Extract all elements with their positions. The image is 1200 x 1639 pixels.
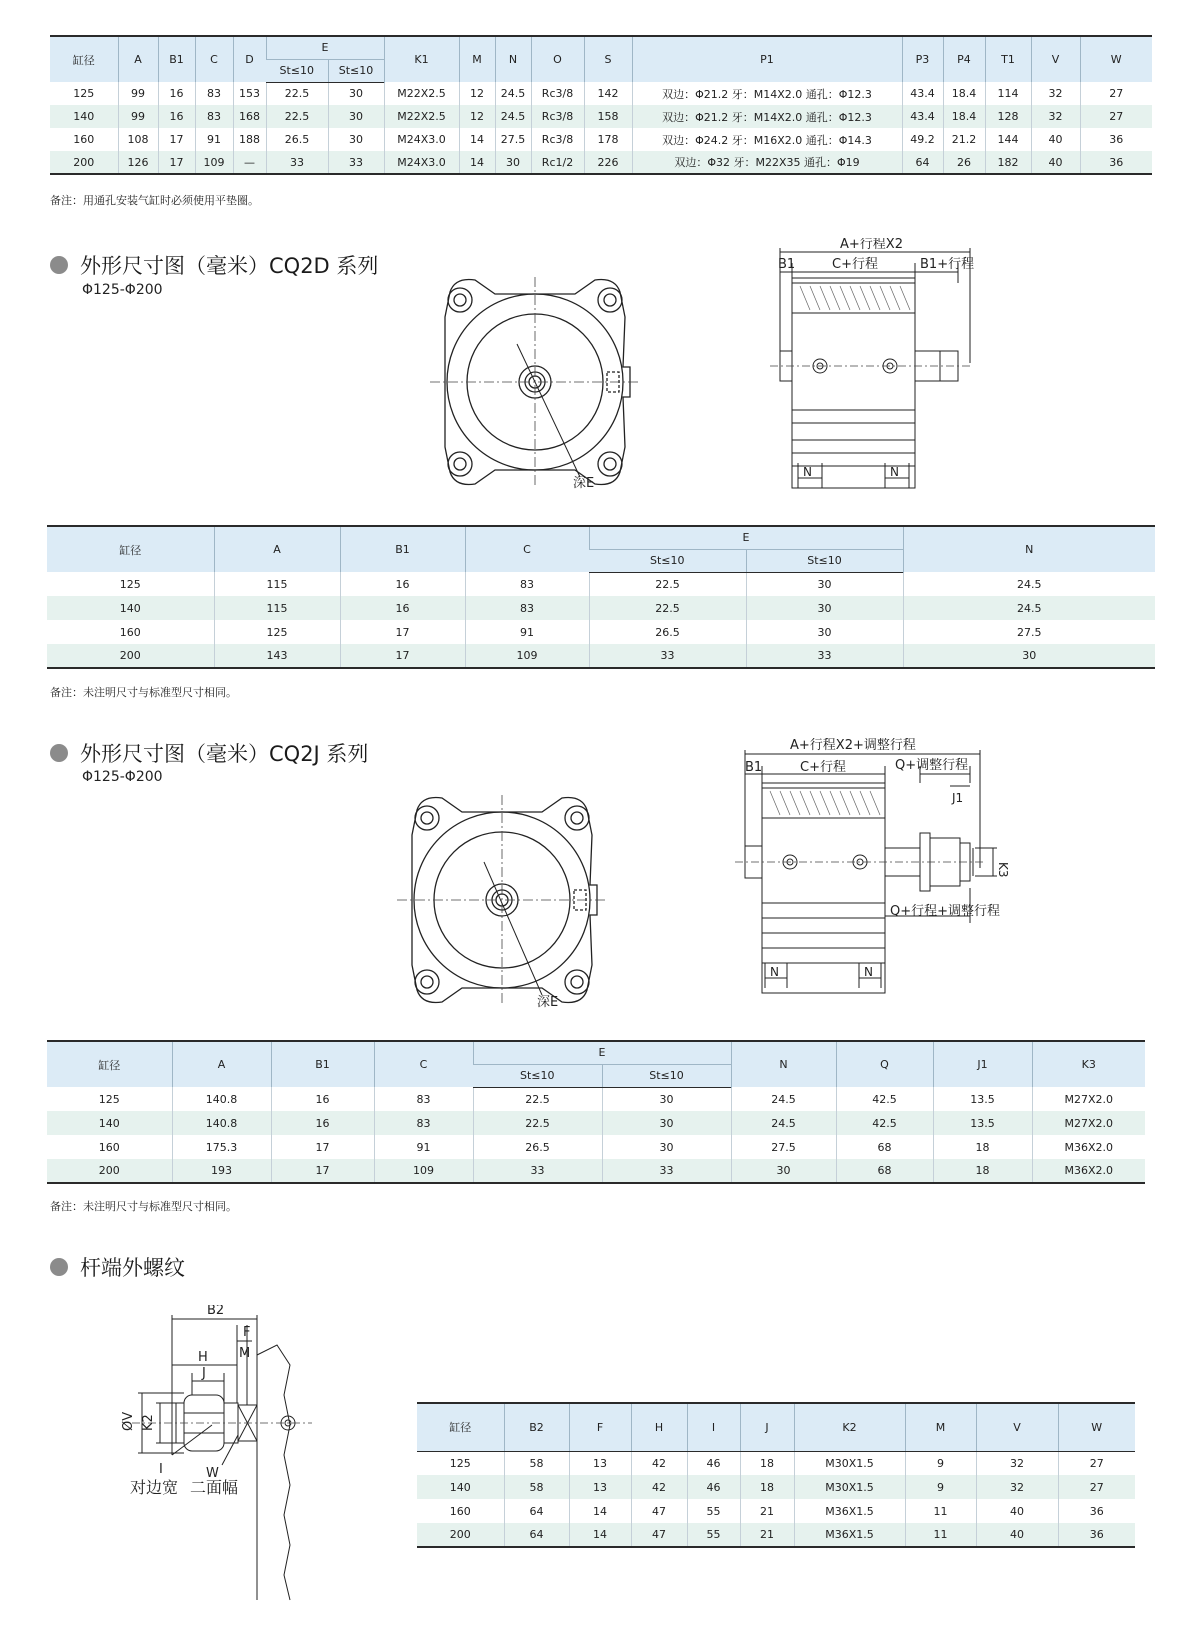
table-cell: 42: [631, 1451, 687, 1475]
table-cell: 128: [985, 105, 1031, 128]
table-cell: 24.5: [731, 1111, 836, 1135]
table-cell: 17: [271, 1135, 374, 1159]
table-row: [417, 1523, 1135, 1547]
col-header: M: [905, 1403, 976, 1451]
q-stroke-adjust-label: Q+行程+调整行程: [890, 904, 1001, 919]
b2-label: B2: [207, 1305, 225, 1318]
col-header: P4: [943, 36, 985, 82]
table-cell: M30X1.5: [794, 1475, 905, 1499]
table-cell: M36X2.0: [1032, 1135, 1145, 1159]
col-header: E: [266, 36, 384, 59]
table-cell: 64: [504, 1499, 569, 1523]
c-stroke-label: C+行程: [832, 257, 878, 272]
col-header: N: [903, 526, 1155, 572]
depth-label: 深E: [537, 995, 559, 1010]
table-cell: 160: [449, 1504, 471, 1518]
table-cell: 83: [374, 1087, 473, 1111]
table-cell: 17: [158, 151, 195, 174]
w-label: W: [206, 1466, 219, 1481]
n-label: N: [803, 465, 812, 479]
table-cell: 200: [47, 1159, 172, 1183]
table-cell: 182: [985, 151, 1031, 174]
table-cell: 58: [504, 1451, 569, 1475]
col-header: B2: [504, 1403, 569, 1451]
table-row: [47, 1111, 1145, 1135]
col-header: 缸径: [47, 526, 214, 572]
table-cell: 12: [459, 82, 495, 105]
table-cell: 140: [50, 105, 118, 128]
table-cell: 160: [119, 625, 141, 639]
col-header: I: [687, 1403, 740, 1451]
n-label: N: [770, 965, 779, 979]
table-cell: Rc1/2: [531, 151, 584, 174]
table-cell: 200: [417, 1523, 504, 1547]
table-cell: 16: [340, 572, 465, 596]
section-title: 外形尺寸图（毫米）CQ2J 系列: [80, 742, 369, 766]
table-cell: 140: [47, 596, 214, 620]
table-cell: 26: [943, 151, 985, 174]
col-header: P3: [902, 36, 943, 82]
col-subheader: St≤10: [473, 1064, 602, 1087]
col-header: C: [374, 1041, 473, 1087]
col-header: N: [495, 36, 531, 82]
table-cell: 200: [50, 151, 118, 174]
rod-end-drawing: [112, 1305, 332, 1605]
table-cell: 109: [195, 151, 233, 174]
table-cell: 140: [47, 1111, 172, 1135]
table-cell: 13.5: [933, 1087, 1032, 1111]
table-cell: 22.5: [473, 1087, 602, 1111]
table-cell: 36: [1058, 1523, 1135, 1547]
table-cell: 109: [465, 644, 589, 668]
table-cell: 32: [976, 1451, 1058, 1475]
table-row: [47, 1135, 1145, 1159]
depth-label: 深E: [573, 476, 595, 491]
section-heading: [50, 1252, 185, 1282]
table-cell: 18.4: [943, 105, 985, 128]
table-cell: 12: [459, 105, 495, 128]
col-header: 缸径: [417, 1403, 504, 1451]
table-cell: 30: [328, 105, 384, 128]
col-header: C: [195, 36, 233, 82]
table-cell: 83: [465, 572, 589, 596]
table-cell: 18: [740, 1475, 794, 1499]
col-header: A: [214, 526, 340, 572]
table-cell: 26.5: [473, 1135, 602, 1159]
table-cell: 30: [746, 596, 903, 620]
table-cell: 24.5: [903, 572, 1155, 596]
col-header: W: [1080, 36, 1152, 82]
col-header: W: [1058, 1403, 1135, 1451]
col-header: M: [459, 36, 495, 82]
table-cell: 49.2: [902, 128, 943, 151]
table-row: [47, 1159, 1145, 1183]
table-row: [50, 151, 1152, 174]
table-cell: 17: [340, 644, 465, 668]
table-cell: 双边：Φ32 牙：M22X35 通孔：Φ19: [632, 151, 902, 174]
table-cell: 125: [73, 87, 95, 100]
col-header: A: [118, 36, 158, 82]
table-cell: 9: [905, 1475, 976, 1499]
section-heading: [50, 250, 378, 280]
table-cell: 33: [473, 1159, 602, 1183]
k3-label: K3: [996, 862, 1010, 878]
table-cell: 47: [631, 1523, 687, 1547]
table-cell: 14: [459, 128, 495, 151]
side-view-drawing: [735, 738, 1055, 1028]
col-header: Q: [836, 1041, 933, 1087]
table-cell: 17: [158, 128, 195, 151]
table-cell: 160: [98, 1140, 120, 1154]
table-cell: 125: [449, 1456, 471, 1470]
col-header: K2: [794, 1403, 905, 1451]
table-cell: 27: [1058, 1475, 1135, 1499]
col-header: J: [740, 1403, 794, 1451]
front-view-drawing: [425, 272, 665, 512]
bullet-icon: [50, 1258, 68, 1276]
table-cell: 9: [905, 1451, 976, 1475]
table-row: [47, 620, 1155, 644]
table-cell: 143: [214, 644, 340, 668]
table-cell: 16: [271, 1087, 374, 1111]
col-header: V: [1031, 36, 1080, 82]
table-row: [417, 1475, 1135, 1499]
col-header: A: [172, 1041, 271, 1087]
j1-label: J1: [952, 791, 964, 805]
table-cell: 30: [495, 151, 531, 174]
col-header: C: [465, 526, 589, 572]
n-label: N: [864, 965, 873, 979]
col-header: B1: [340, 526, 465, 572]
table-note: 备注：用通孔安装气缸时必须使用平垫圈。: [50, 194, 259, 207]
spec-table-standard: [50, 35, 1152, 175]
table-cell: 140.8: [172, 1087, 271, 1111]
table-cell: 13: [569, 1475, 631, 1499]
col-header: N: [731, 1041, 836, 1087]
table-cell: 91: [465, 620, 589, 644]
table-cell: 18.4: [943, 82, 985, 105]
table-cell: 22.5: [266, 82, 328, 105]
table-cell: 32: [976, 1475, 1058, 1499]
k2-label: K2: [141, 1414, 156, 1431]
table-cell: M24X3.0: [384, 151, 459, 174]
section-heading: [50, 738, 368, 768]
table-cell: 64: [902, 151, 943, 174]
table-cell: M22X2.5: [384, 105, 459, 128]
table-cell: M36X2.0: [1032, 1159, 1145, 1183]
table-cell: 178: [584, 128, 632, 151]
table-row: [47, 596, 1155, 620]
col-header: P1: [632, 36, 902, 82]
table-cell: 108: [118, 128, 158, 151]
table-cell: 83: [195, 82, 233, 105]
table-cell: 双边：Φ21.2 牙：M14X2.0 通孔：Φ12.3: [632, 105, 902, 128]
n-label: N: [890, 465, 899, 479]
col-header: 缸径: [50, 36, 118, 82]
table-cell: 24.5: [731, 1087, 836, 1111]
table-cell: 114: [985, 82, 1031, 105]
table-cell: 32: [1031, 82, 1080, 105]
bore-range: Φ125-Φ200: [82, 769, 163, 785]
table-cell: 22.5: [589, 596, 746, 620]
table-cell: 125: [214, 620, 340, 644]
table-cell: 13: [569, 1451, 631, 1475]
table-cell: 115: [214, 596, 340, 620]
table-cell: 125: [119, 577, 141, 591]
table-cell: 27.5: [731, 1135, 836, 1159]
b1-stroke-label: B1+行程: [920, 257, 975, 272]
table-cell: Rc3/8: [531, 82, 584, 105]
table-cell: 24.5: [903, 596, 1155, 620]
table-cell: 30: [746, 572, 903, 596]
table-cell: 33: [589, 644, 746, 668]
table-cell: 16: [158, 105, 195, 128]
across-flats-label: 对边宽: [130, 1478, 179, 1497]
table-cell: 27.5: [495, 128, 531, 151]
table-cell: 36: [1080, 128, 1152, 151]
table-cell: 32: [1031, 105, 1080, 128]
j-label: J: [202, 1366, 206, 1381]
side-view-drawing: [770, 238, 1030, 508]
table-cell: 42.5: [836, 1087, 933, 1111]
table-cell: 55: [687, 1523, 740, 1547]
m-label: M: [239, 1346, 251, 1361]
table-row: [417, 1499, 1135, 1523]
table-cell: —: [233, 151, 266, 174]
table-cell: 22.5: [266, 105, 328, 128]
table-cell: 18: [933, 1159, 1032, 1183]
table-cell: 11: [905, 1499, 976, 1523]
col-header: 缸径: [47, 1041, 172, 1087]
table-cell: 40: [1031, 151, 1080, 174]
col-header: E: [589, 526, 903, 549]
overall-length-label: A+行程X2+调整行程: [790, 738, 916, 753]
col-header: O: [531, 36, 584, 82]
table-cell: 47: [631, 1499, 687, 1523]
table-cell: 42: [631, 1475, 687, 1499]
table-cell: 158: [584, 105, 632, 128]
table-cell: 14: [569, 1523, 631, 1547]
col-header: K1: [384, 36, 459, 82]
i-label: I: [159, 1462, 163, 1477]
table-cell: 33: [328, 151, 384, 174]
table-cell: 68: [836, 1135, 933, 1159]
table-cell: 30: [903, 644, 1155, 668]
table-cell: 91: [374, 1135, 473, 1159]
table-cell: 126: [118, 151, 158, 174]
table-cell: 193: [172, 1159, 271, 1183]
table-cell: 双边：Φ21.2 牙：M14X2.0 通孔：Φ12.3: [632, 82, 902, 105]
table-cell: 55: [687, 1499, 740, 1523]
table-cell: M27X2.0: [1032, 1111, 1145, 1135]
table-cell: 140: [417, 1475, 504, 1499]
table-cell: 109: [374, 1159, 473, 1183]
table-cell: 40: [976, 1499, 1058, 1523]
table-cell: 46: [687, 1451, 740, 1475]
table-cell: 160: [73, 133, 95, 146]
table-cell: 64: [504, 1523, 569, 1547]
q-adjust-label: Q+调整行程: [895, 758, 969, 773]
table-cell: 22.5: [589, 572, 746, 596]
table-cell: 26.5: [589, 620, 746, 644]
table-row: [50, 128, 1152, 151]
section-title: 外形尺寸图（毫米）CQ2D 系列: [80, 254, 379, 278]
h-label: H: [198, 1350, 208, 1365]
table-cell: M36X1.5: [794, 1523, 905, 1547]
table-cell: 27: [1080, 105, 1152, 128]
col-subheader: St≤10: [602, 1064, 731, 1087]
spec-table-cq2j: [47, 1040, 1145, 1184]
table-cell: M30X1.5: [794, 1451, 905, 1475]
table-cell: Rc3/8: [531, 105, 584, 128]
table-cell: 30: [602, 1135, 731, 1159]
spec-table-rod-end: [417, 1402, 1135, 1548]
table-cell: 140.8: [172, 1111, 271, 1135]
table-cell: 115: [214, 572, 340, 596]
table-cell: M22X2.5: [384, 82, 459, 105]
bore-range: Φ125-Φ200: [82, 282, 163, 298]
table-cell: 168: [233, 105, 266, 128]
table-cell: 36: [1058, 1499, 1135, 1523]
b1-label: B1: [778, 257, 796, 272]
table-cell: 18: [740, 1451, 794, 1475]
table-cell: 43.4: [902, 82, 943, 105]
table-cell: 11: [905, 1523, 976, 1547]
table-cell: 153: [233, 82, 266, 105]
col-header: D: [233, 36, 266, 82]
col-header: H: [631, 1403, 687, 1451]
table-cell: 99: [118, 82, 158, 105]
col-header: V: [976, 1403, 1058, 1451]
table-cell: 68: [836, 1159, 933, 1183]
table-cell: 24.5: [495, 82, 531, 105]
table-cell: 16: [271, 1111, 374, 1135]
table-cell: 33: [266, 151, 328, 174]
table-cell: 30: [328, 128, 384, 151]
table-cell: 27.5: [903, 620, 1155, 644]
table-cell: 17: [340, 620, 465, 644]
table-cell: 83: [195, 105, 233, 128]
table-cell: 33: [602, 1159, 731, 1183]
table-cell: 16: [158, 82, 195, 105]
table-cell: 91: [195, 128, 233, 151]
table-cell: 83: [374, 1111, 473, 1135]
table-row: [47, 572, 1155, 596]
bullet-icon: [50, 256, 68, 274]
table-cell: 33: [746, 644, 903, 668]
table-cell: 188: [233, 128, 266, 151]
table-cell: 30: [731, 1159, 836, 1183]
table-body: [50, 82, 1152, 174]
col-header: S: [584, 36, 632, 82]
table-row: [50, 82, 1152, 105]
table-row: [47, 644, 1155, 668]
table-cell: 30: [602, 1087, 731, 1111]
table-cell: 58: [504, 1475, 569, 1499]
table-cell: 200: [47, 644, 214, 668]
table-row: [50, 105, 1152, 128]
table-cell: 83: [465, 596, 589, 620]
col-header: K3: [1032, 1041, 1145, 1087]
two-faces-label: 二面幅: [190, 1478, 239, 1497]
table-cell: 43.4: [902, 105, 943, 128]
col-header: J1: [933, 1041, 1032, 1087]
table-cell: M27X2.0: [1032, 1087, 1145, 1111]
table-note: 备注：未注明尺寸与标准型尺寸相同。: [50, 686, 237, 699]
col-header: E: [473, 1041, 731, 1064]
table-cell: 13.5: [933, 1111, 1032, 1135]
table-cell: 22.5: [473, 1111, 602, 1135]
overall-length-label: A+行程X2: [840, 238, 903, 252]
table-cell: 18: [933, 1135, 1032, 1159]
table-cell: 36: [1080, 151, 1152, 174]
bullet-icon: [50, 744, 68, 762]
table-cell: 21: [740, 1499, 794, 1523]
table-cell: 14: [459, 151, 495, 174]
table-cell: 14: [569, 1499, 631, 1523]
table-row: [417, 1451, 1135, 1475]
table-cell: 175.3: [172, 1135, 271, 1159]
table-cell: 40: [1031, 128, 1080, 151]
section-title: 杆端外螺纹: [80, 1256, 185, 1280]
table-cell: 16: [340, 596, 465, 620]
table-cell: 142: [584, 82, 632, 105]
table-cell: 26.5: [266, 128, 328, 151]
col-header: B1: [271, 1041, 374, 1087]
table-cell: 21: [740, 1523, 794, 1547]
col-header: F: [569, 1403, 631, 1451]
table-cell: 99: [118, 105, 158, 128]
table-cell: 30: [602, 1111, 731, 1135]
table-cell: 46: [687, 1475, 740, 1499]
f-label: F: [243, 1325, 251, 1340]
table-cell: 17: [271, 1159, 374, 1183]
spec-table-cq2d: [47, 525, 1155, 669]
col-subheader: St≤10: [746, 549, 903, 572]
front-view-drawing: [392, 790, 632, 1030]
col-subheader: St≤10: [589, 549, 746, 572]
table-cell: M36X1.5: [794, 1499, 905, 1523]
table-cell: 21.2: [943, 128, 985, 151]
table-cell: M24X3.0: [384, 128, 459, 151]
table-cell: 27: [1058, 1451, 1135, 1475]
table-cell: 30: [328, 82, 384, 105]
col-header: T1: [985, 36, 1031, 82]
b1-label: B1: [745, 760, 763, 775]
table-cell: 24.5: [495, 105, 531, 128]
c-stroke-label: C+行程: [800, 760, 846, 775]
col-subheader: St≤10: [328, 59, 384, 82]
table-cell: 40: [976, 1523, 1058, 1547]
table-cell: 144: [985, 128, 1031, 151]
col-subheader: St≤10: [266, 59, 328, 82]
table-cell: 125: [98, 1092, 120, 1106]
table-note: 备注：未注明尺寸与标准型尺寸相同。: [50, 1200, 237, 1213]
table-cell: 30: [746, 620, 903, 644]
table-row: [47, 1087, 1145, 1111]
table-cell: Rc3/8: [531, 128, 584, 151]
phi-v-label: ØV: [121, 1411, 136, 1431]
table-cell: 双边：Φ24.2 牙：M16X2.0 通孔：Φ14.3: [632, 128, 902, 151]
col-header: B1: [158, 36, 195, 82]
table-cell: 226: [584, 151, 632, 174]
table-cell: 27: [1080, 82, 1152, 105]
table-cell: 42.5: [836, 1111, 933, 1135]
